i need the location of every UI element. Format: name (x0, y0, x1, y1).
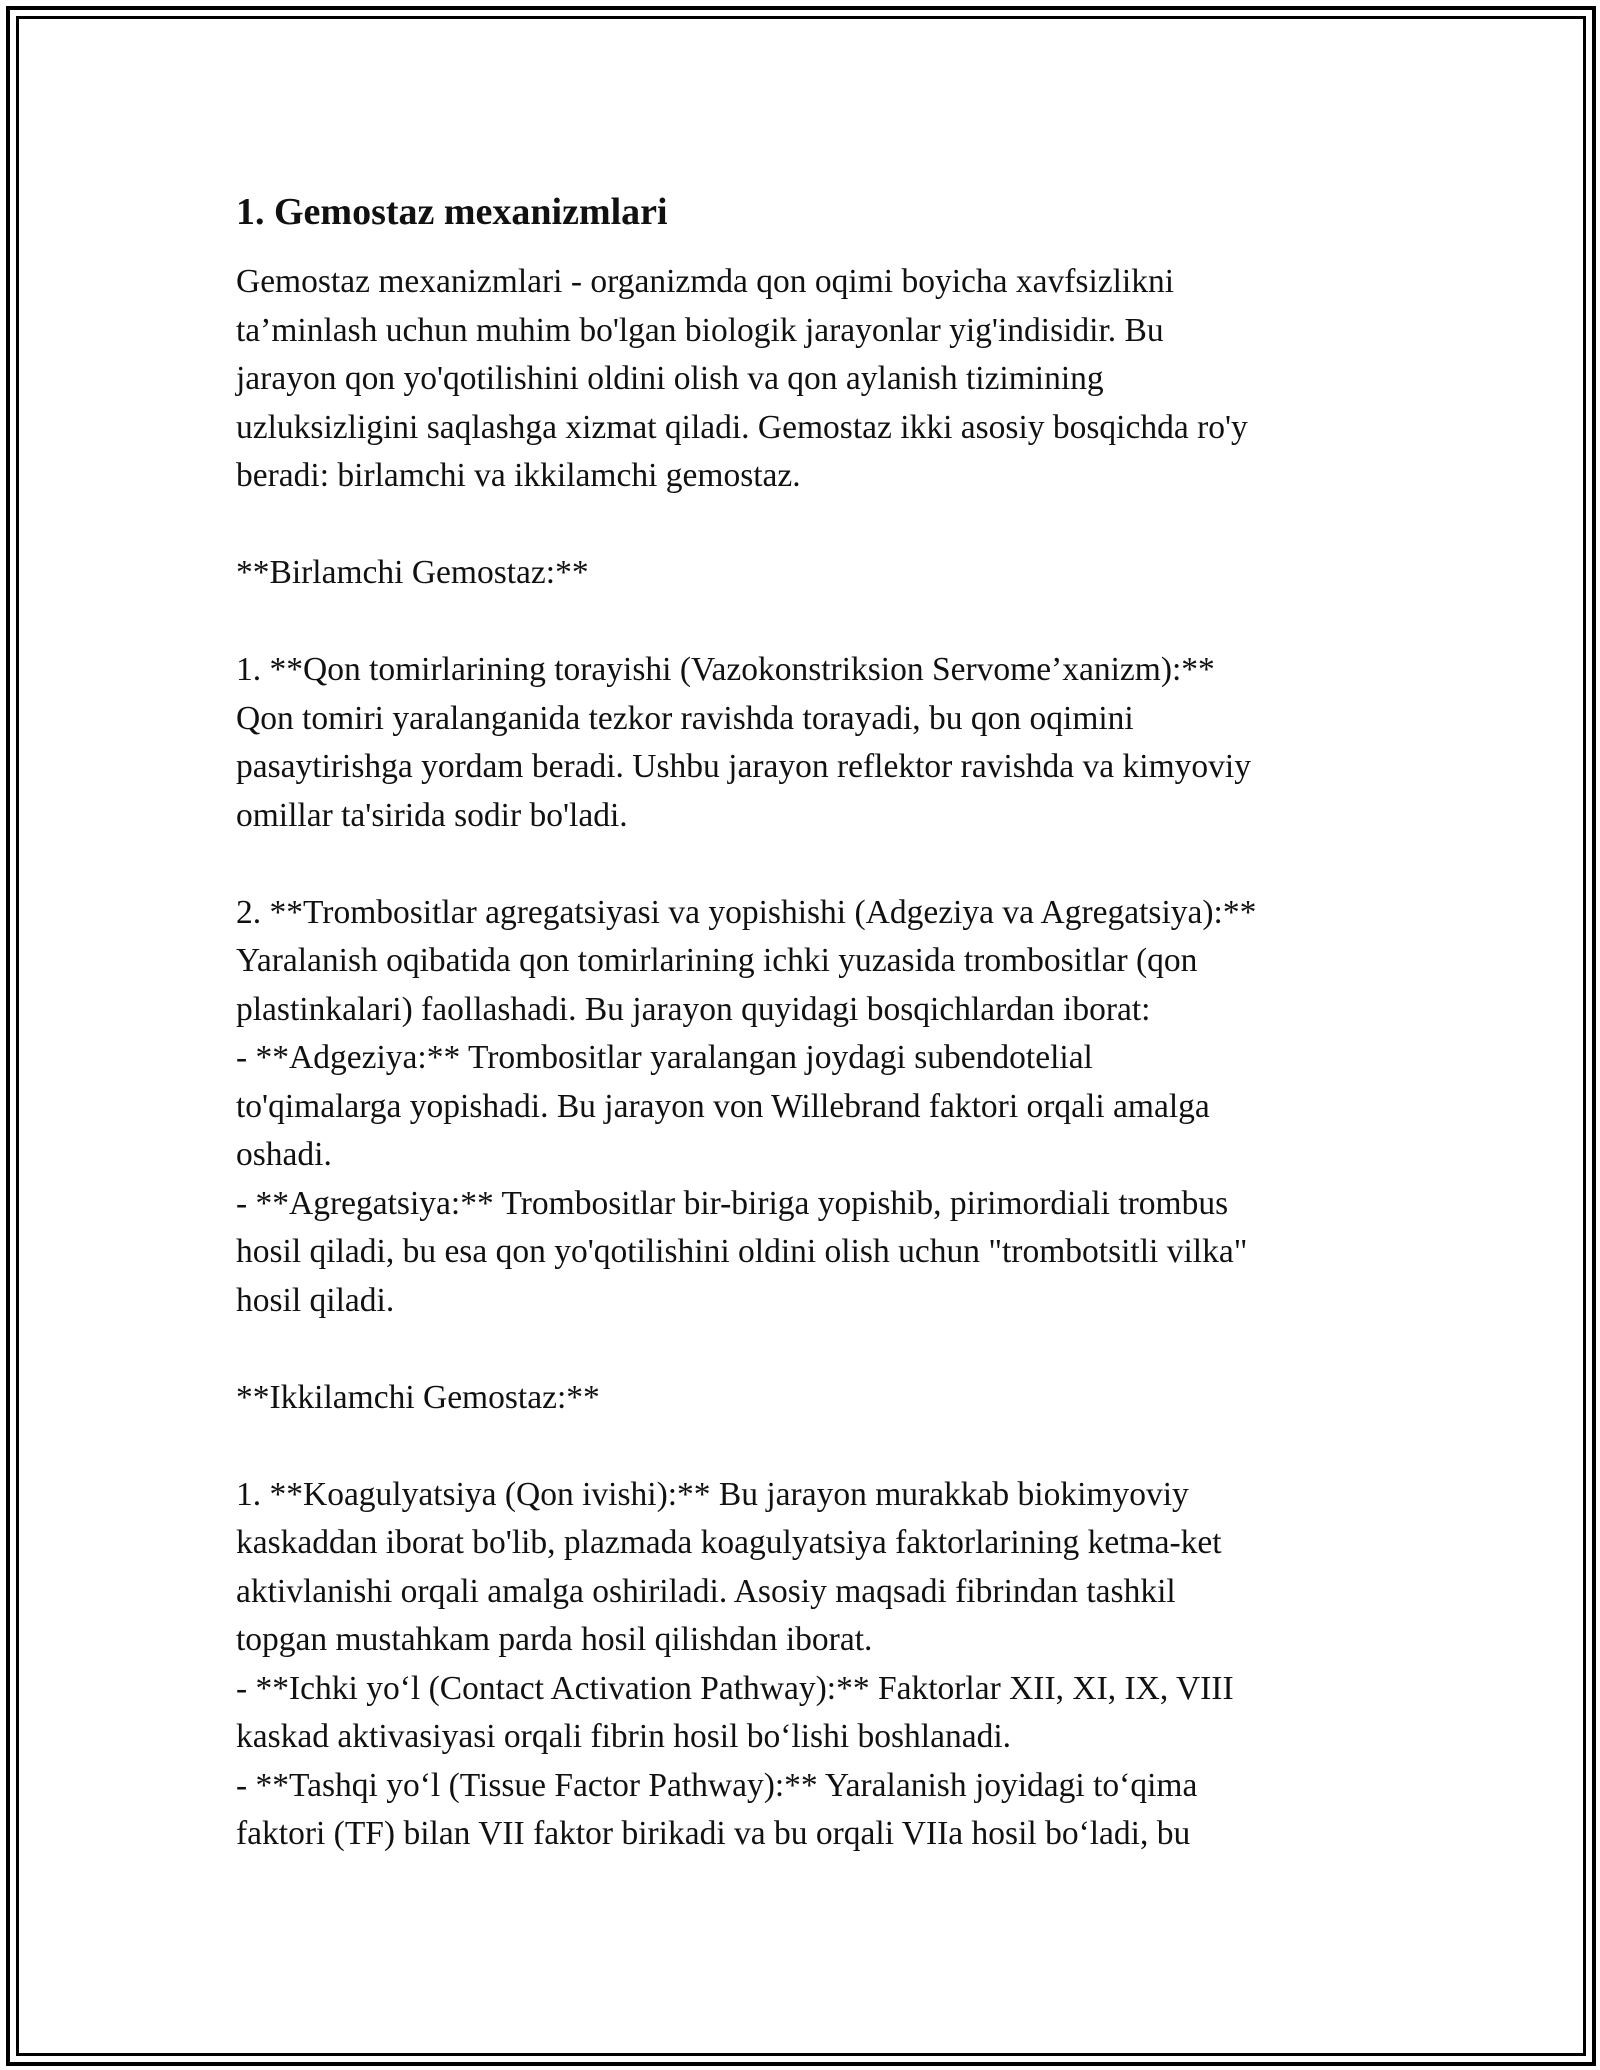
primary-item-vasoconstriction: 1. **Qon tomirlarining torayishi (Vazokonstriksion Servome’xanizm):** Qon tomiri yaralanganida tezkor ravishda torayadi, bu qon oqimini pasaytirishga yordam beradi. Ushbu jarayon reflektor ravishda va kimyoviy omillar ta'sirida sodir bo'ladi. (236, 651, 1251, 834)
spacer (236, 598, 1366, 647)
document-body (236, 182, 1366, 1859)
spacer (236, 501, 1366, 550)
spacer (236, 1422, 1366, 1471)
secondary-hemostasis-heading: **Ikkilamchi Gemostaz:** (236, 1378, 600, 1416)
secondary-item-coagulation: 1. **Koagulyatsiya (Qon ivishi):** Bu jarayon murakkab biokimyoviy kaskaddan iborat bo'lib, plazmada koagulyatsiya faktorlarining ketma-ket aktivlanishi orqali amalga oshiriladi. Asosiy maqsadi fibrindan tashkil topgan mustahkam parda hosil qilishdan iborat. - **Ichki yo‘l (Contact Activation Pathway):** Faktorlar XII, XI, IX, VIII kaskad aktivasiyasi orqali fibrin hosil bo‘lishi boshlanadi. - **Tashqi yo‘l (Tissue Factor Pathway):** Yaralanish joyidagi to‘qima faktori (TF) bilan VII faktor birikadi va bu orqali VIIa hosil bo‘ladi, bu (236, 1475, 1234, 1852)
primary-item-platelets: 2. **Trombositlar agregatsiyasi va yopishishi (Adgeziya va Agregatsiya):** Yaralanish oqibatida qon tomirlarining ichki yuzasida trombositlar (qon plastinkalari) faollashadi. Bu jarayon quyidagi bosqichlardan iborat: - **Adgeziya:** Trombositlar yaralangan joydagi subendotelial to'qimalarga yopishadi. Bu jarayon von Willebrand faktori orqali amalga oshadi. - **Agregatsiya:** Trombositlar bir-biriga yopishib, pirimordiali trombus hosil qiladi, bu esa qon yo'qotilishini oldini olish uchun "trombotsitli vilka" hosil qiladi. (236, 893, 1257, 1319)
intro-paragraph: Gemostaz mexanizmlari - organizmda qon oqimi boyicha xavfsizlikni ta’minlash uchun muhim bo'lgan biologik jarayonlar yig'indisidir. Bu jarayon qon yo'qotilishini oldini olish va qon aylanish tizimining uzluksizligini saqlashga xizmat qiladi. Gemostaz ikki asosiy bosqichda ro'y beradi: birlamchi va ikkilamchi gemostaz. (236, 263, 1248, 494)
spacer (236, 840, 1366, 889)
primary-hemostasis-heading: **Birlamchi Gemostaz:** (236, 554, 589, 591)
document-title: 1. Gemostaz mexanizmlari (236, 191, 668, 233)
spacer (236, 1325, 1366, 1374)
